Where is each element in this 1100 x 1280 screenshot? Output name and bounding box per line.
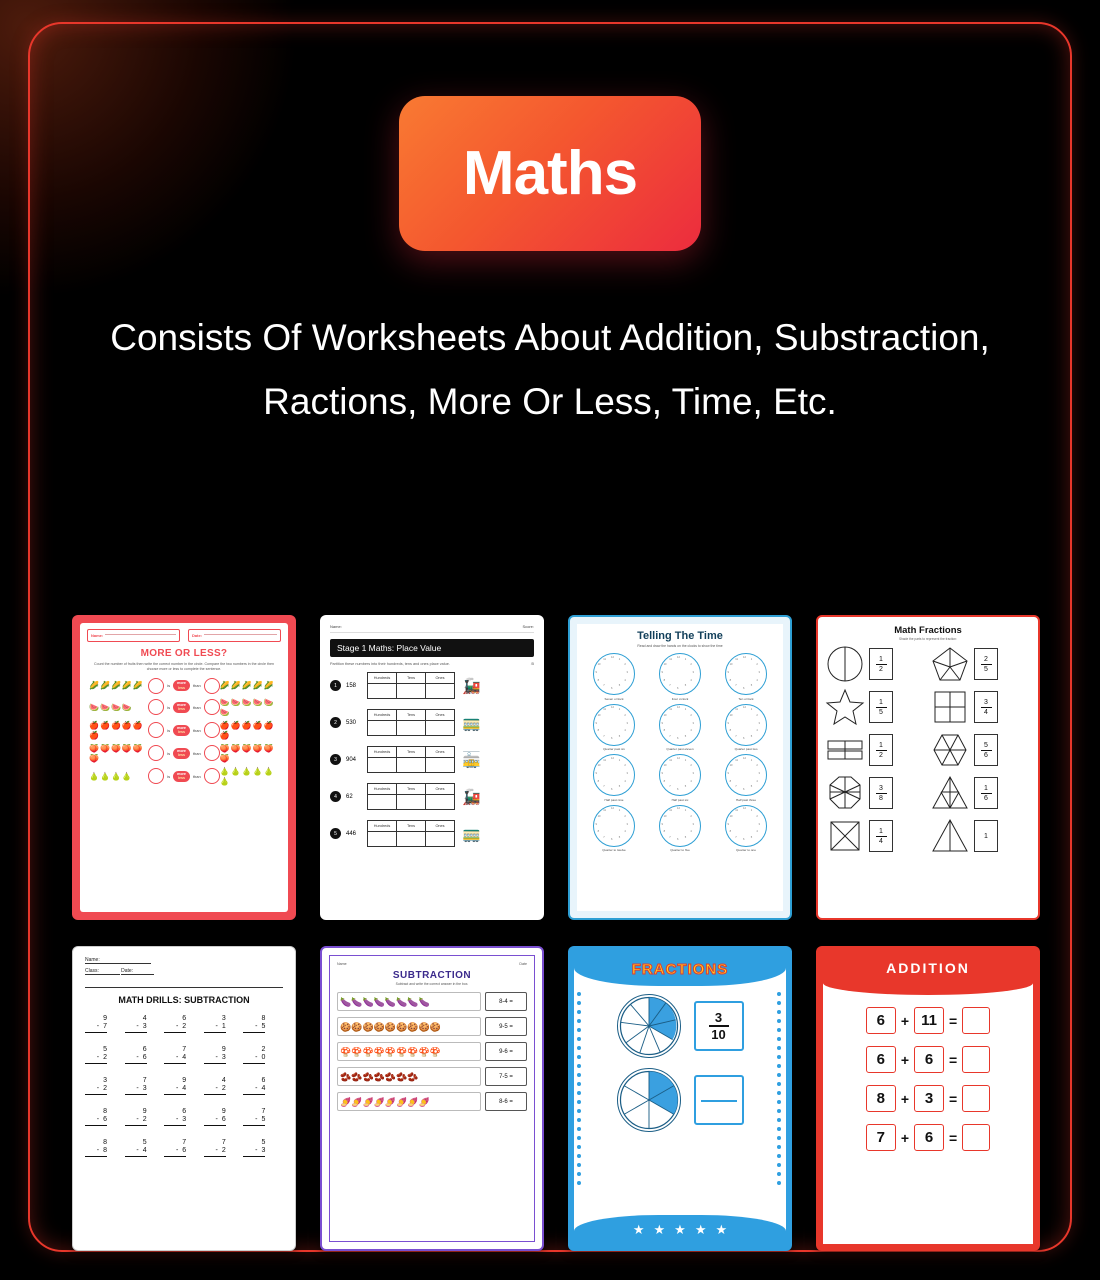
object-group: 🍄 🍄 🍄 🍄 🍄 🍄 🍄 🍄 🍄 <box>337 1042 481 1061</box>
plus-sign: + <box>900 1012 909 1029</box>
problem: 3 - 2 <box>85 1077 107 1095</box>
score-label: Score: <box>522 624 534 629</box>
train-icon: 🚋 <box>462 751 481 769</box>
clock-item[interactable]: 1 2 3 4 5 6 7 8 9 10 11 12 Half past six <box>648 754 712 802</box>
problem-grid <box>85 1015 283 1157</box>
answer-circle-left[interactable] <box>148 768 164 784</box>
operand-b: 6 <box>914 1124 944 1151</box>
star-icon: ★ <box>715 1222 728 1237</box>
place-value-table[interactable]: Hundreds Tens Ones <box>367 672 455 699</box>
clock-face-icon[interactable]: 1 2 3 4 5 6 7 8 9 10 11 12 <box>659 704 701 746</box>
question-row: 🍐 🍐 🍐 🍐 is more less than 🍐 🍐 🍐 🍐 🍐 🍐 <box>89 767 279 786</box>
answer-box[interactable] <box>962 1124 990 1151</box>
question-row <box>337 1092 527 1111</box>
item-value: 446 <box>346 830 357 837</box>
answer-box[interactable]: 7-5 = <box>485 1067 527 1086</box>
item-value: 62 <box>346 793 353 800</box>
pie-chart-icon <box>617 1068 681 1132</box>
operand-b: 3 <box>914 1085 944 1112</box>
clock-face-icon[interactable]: 1 2 3 4 5 6 7 8 9 10 11 12 <box>593 805 635 847</box>
fraction-value: 5 6 <box>974 734 998 766</box>
operand-b: 6 <box>914 1046 944 1073</box>
problem: 8 - 8 <box>85 1139 107 1157</box>
fruit-group-left: 🍉 🍉 🍉 🍉 <box>89 702 132 712</box>
item-value: 158 <box>346 682 357 689</box>
page-subtitle: Consists Of Worksheets About Addition, Substraction, Ractions, More Or Less, Time, Etc. <box>110 317 990 422</box>
more-less-choice[interactable]: more less <box>173 680 190 691</box>
operand-a: 7 <box>866 1124 896 1151</box>
clock-face-icon[interactable]: 1 2 3 4 5 6 7 8 9 10 11 12 <box>659 754 701 796</box>
octagon-shape-icon <box>825 774 865 812</box>
fraction-value: 1 6 <box>974 777 998 809</box>
clock-item[interactable]: 1 2 3 4 5 6 7 8 9 10 11 12 Half past three <box>714 754 778 802</box>
question-row: 🍑 🍑 🍑 🍑 🍑 🍑 is more less than 🍑 🍑 🍑 🍑 🍑 🍑 <box>89 744 279 763</box>
fraction-item <box>825 645 926 683</box>
question-row <box>337 1017 527 1036</box>
table-row <box>330 783 534 810</box>
problem: 6 - 3 <box>164 1108 186 1126</box>
fruit-group-right: 🍐 🍐 🍐 🍐 🍐 🍐 <box>219 766 274 786</box>
fruit-group-right: 🍉 🍉 🍉 🍉 🍉 🍉 <box>219 697 274 717</box>
operand-a: 8 <box>866 1085 896 1112</box>
item-number: 3 <box>330 754 341 765</box>
fruit-group-left: 🌽 🌽 🌽 🌽 🌽 <box>89 681 143 691</box>
clock-item[interactable]: 1 2 3 4 5 6 7 8 9 10 11 12 Seven o'clock <box>582 653 646 701</box>
clock-face-icon[interactable]: 1 2 3 4 5 6 7 8 9 10 11 12 <box>725 754 767 796</box>
worksheet-card-subtraction[interactable] <box>320 946 544 1251</box>
answer-box[interactable]: 9-6 = <box>485 1042 527 1061</box>
pentagon-shape-icon <box>930 645 970 683</box>
fruit-group-left: 🍐 🍐 🍐 🍐 <box>89 771 132 781</box>
answer-box-empty[interactable] <box>694 1075 744 1125</box>
question-row <box>337 1067 527 1086</box>
problem: 7 - 3 <box>125 1077 147 1095</box>
answer-circle-right[interactable] <box>204 745 220 761</box>
fruit-group-left: 🍎 🍎 🍎 🍎 🍎 🍎 <box>89 720 143 740</box>
fruit-group-right: 🍑 🍑 🍑 🍑 🍑 🍑 <box>219 743 274 763</box>
fraction-value: 3 4 <box>974 691 998 723</box>
question-row <box>337 992 527 1011</box>
item-number: 2 <box>330 717 341 728</box>
answer-box[interactable]: 8-6 = <box>485 1092 527 1111</box>
clock-face-icon[interactable]: 1 2 3 4 5 6 7 8 9 10 11 12 <box>725 704 767 746</box>
triangle-whole-shape-icon <box>930 817 970 855</box>
item-number: 1 <box>330 680 341 691</box>
answer-box[interactable] <box>962 1046 990 1073</box>
clock-face-icon[interactable]: 1 2 3 4 5 6 7 8 9 10 11 12 <box>659 653 701 695</box>
answer-circle-left[interactable] <box>148 699 164 715</box>
answer-box[interactable]: 9-5 = <box>485 1017 527 1036</box>
clock-face-icon[interactable]: 1 2 3 4 5 6 7 8 9 10 11 12 <box>725 805 767 847</box>
fruit-group-right: 🌽 🌽 🌽 🌽 🌽 <box>219 681 274 691</box>
star-icon: ★ <box>653 1222 666 1237</box>
problem: 6 - 4 <box>243 1077 265 1095</box>
answer-box[interactable]: 8-4 = <box>485 992 527 1011</box>
answer-circle-left[interactable] <box>148 722 164 738</box>
item-value: 904 <box>346 756 357 763</box>
clock-item[interactable]: 1 2 3 4 5 6 7 8 9 10 11 12 Quarter to twelve <box>582 805 646 853</box>
class-field[interactable]: Class: <box>85 968 120 975</box>
question-row: 🌽 🌽 🌽 🌽 🌽 is more less than 🌽 🌽 🌽 🌽 🌽 <box>89 678 279 694</box>
clock-item[interactable]: 1 2 3 4 5 6 7 8 9 10 11 12 Quarter past six <box>582 704 646 752</box>
table-row <box>330 746 534 773</box>
fraction-value: 3 8 <box>869 777 893 809</box>
operand-a: 6 <box>866 1007 896 1034</box>
square4-shape-icon <box>825 817 865 855</box>
problem: 6 - 6 <box>125 1046 147 1064</box>
answer-circle-left[interactable] <box>148 745 164 761</box>
worksheet-title: Math Fractions <box>894 625 962 636</box>
maths-badge <box>399 96 701 251</box>
worksheet-instructions: Subtract and write the correct answer in the box. <box>395 982 469 986</box>
fraction-value: 1 4 <box>869 820 893 852</box>
equals-sign: = <box>949 1012 958 1029</box>
answer-circle-right[interactable] <box>204 768 220 784</box>
clock-item[interactable]: 1 2 3 4 5 6 7 8 9 10 11 12 Half past nine <box>582 754 646 802</box>
addition-row <box>837 1085 1019 1112</box>
fraction-item <box>825 731 926 769</box>
name-field[interactable]: Name: <box>87 629 180 642</box>
clock-face-icon[interactable]: 1 2 3 4 5 6 7 8 9 10 11 12 <box>659 805 701 847</box>
date-field[interactable]: Date: <box>121 968 154 975</box>
item-number: 4 <box>330 791 341 802</box>
worksheet-instructions: Count the number of fruits then write the correct number in the circle. Compare the two numbers in the circle then choose more or less to complete the sentence. <box>94 662 274 672</box>
marks: /5 <box>530 662 534 666</box>
worksheet-header <box>574 952 786 986</box>
hexagon-shape-icon <box>930 731 970 769</box>
equals-sign: = <box>949 1129 958 1146</box>
star-shape-icon <box>825 688 865 726</box>
train-icon: 🚃 <box>462 825 481 843</box>
problem: 6 - 2 <box>164 1015 186 1033</box>
worksheet-card-addition[interactable] <box>816 946 1040 1251</box>
question-row: 🍎 🍎 🍎 🍎 🍎 🍎 is more less than 🍎 🍎 🍎 🍎 🍎 🍎 <box>89 721 279 740</box>
pie-chart-icon <box>617 994 681 1058</box>
fraction-item <box>930 774 1031 812</box>
name-label: Name: <box>330 624 342 629</box>
worksheet-instructions: Read and draw the hands on the clocks to show the time <box>637 644 723 648</box>
worksheet-card-math-drills[interactable] <box>72 946 296 1251</box>
more-less-choice[interactable]: more less <box>173 702 190 713</box>
worksheet-card-math-fractions[interactable] <box>816 615 1040 920</box>
fraction-item <box>930 645 1031 683</box>
clock-item[interactable]: 1 2 3 4 5 6 7 8 9 10 11 12 Quarter past two <box>714 704 778 752</box>
problem: 5 - 3 <box>243 1139 265 1157</box>
clock-item[interactable]: 1 2 3 4 5 6 7 8 9 10 11 12 Quarter to one <box>714 805 778 853</box>
problem: 8 - 6 <box>85 1108 107 1126</box>
problem: 9 - 7 <box>85 1015 107 1033</box>
plus-sign: + <box>900 1051 909 1068</box>
train-icon: 🚂 <box>462 677 481 695</box>
worksheet-grid <box>72 615 1028 1251</box>
train-icon: 🚂 <box>462 788 481 806</box>
badge-title: Maths <box>462 139 638 208</box>
problem: 7 - 6 <box>164 1139 186 1157</box>
clock-item[interactable]: 1 2 3 4 5 6 7 8 9 10 11 12 Ten o'clock <box>714 653 778 701</box>
worksheet-title: Telling The Time <box>637 630 723 642</box>
question-row <box>337 1042 527 1061</box>
operand-a: 6 <box>866 1046 896 1073</box>
star-icon: ★ <box>632 1222 645 1237</box>
table-row <box>330 672 534 699</box>
star-footer <box>574 1215 786 1245</box>
problem: 9 - 6 <box>204 1108 226 1126</box>
worksheet-title: FRACTIONS <box>631 960 729 978</box>
worksheet-title: Stage 1 Maths: Place Value <box>330 639 534 657</box>
worksheet-card-telling-the-time[interactable] <box>568 615 792 920</box>
grid4-shape-icon <box>930 688 970 726</box>
worksheet-title: SUBTRACTION <box>392 970 472 981</box>
clock-item[interactable]: 1 2 3 4 5 6 7 8 9 10 11 12 Four o'clock <box>648 653 712 701</box>
answer-circle-right[interactable] <box>204 678 220 694</box>
more-less-choice[interactable]: more less <box>173 725 190 736</box>
answer-box[interactable]: 3 10 <box>694 1001 744 1051</box>
fraction-item <box>825 774 926 812</box>
object-group: 🍆 🍆 🍆 🍆 🍆 🍆 🍆 🍆 <box>337 992 481 1011</box>
triangle-shape-icon <box>930 774 970 812</box>
place-value-table[interactable]: Hundreds Tens Ones <box>367 746 455 773</box>
question-row: 🍉 🍉 🍉 🍉 is more less than 🍉 🍉 🍉 🍉 🍉 🍉 <box>89 698 279 717</box>
fraction-value: 1 <box>974 820 998 852</box>
fraction-question <box>588 994 772 1058</box>
fraction-value: 1 2 <box>869 648 893 680</box>
problem: 4 - 3 <box>125 1015 147 1033</box>
fruit-group-left: 🍑 🍑 🍑 🍑 🍑 🍑 <box>89 743 143 763</box>
fraction-item <box>825 817 926 855</box>
worksheet-card-place-value[interactable] <box>320 615 544 920</box>
equals-sign: = <box>949 1090 958 1107</box>
name-label: Name <box>337 962 347 966</box>
bars-shape-icon <box>825 731 865 769</box>
clock-item[interactable]: 1 2 3 4 5 6 7 8 9 10 11 12 Quarter to five <box>648 805 712 853</box>
worksheet-card-more-or-less[interactable] <box>72 615 296 920</box>
object-group: 🍪 🍪 🍪 🍪 🍪 🍪 🍪 🍪 🍪 <box>337 1017 481 1036</box>
addition-row <box>837 1007 1019 1034</box>
equals-sign: = <box>949 1051 958 1068</box>
problem: 4 - 2 <box>204 1077 226 1095</box>
problem: 5 - 4 <box>125 1139 147 1157</box>
addition-row <box>837 1046 1019 1073</box>
problem: 7 - 4 <box>164 1046 186 1064</box>
worksheet-title: MATH DRILLS: SUBTRACTION <box>85 987 283 1005</box>
fruit-group-right: 🍎 🍎 🍎 🍎 🍎 🍎 <box>219 720 274 740</box>
worksheet-header <box>823 953 1033 983</box>
addition-row <box>837 1124 1019 1151</box>
object-group: 🍠 🍠 🍠 🍠 🍠 🍠 🍠 🍠 <box>337 1092 481 1111</box>
problem: 7 - 5 <box>243 1108 265 1126</box>
answer-box[interactable] <box>962 1007 990 1034</box>
clock-face-icon[interactable]: 1 2 3 4 5 6 7 8 9 10 11 12 <box>593 653 635 695</box>
table-row <box>330 709 534 736</box>
fraction-item <box>930 688 1031 726</box>
item-value: 530 <box>346 719 357 726</box>
problem: 9 - 2 <box>125 1108 147 1126</box>
fraction-value: 1 5 <box>869 691 893 723</box>
clock-face-icon[interactable]: 1 2 3 4 5 6 7 8 9 10 11 12 <box>593 754 635 796</box>
problem: 2 - 0 <box>243 1046 265 1064</box>
place-value-table[interactable]: Hundreds Tens Ones <box>367 709 455 736</box>
item-number: 5 <box>330 828 341 839</box>
problem: 9 - 3 <box>204 1046 226 1064</box>
date-field[interactable]: Date: <box>188 629 281 642</box>
answer-circle-right[interactable] <box>204 722 220 738</box>
train-icon: 🚃 <box>462 714 481 732</box>
date-label: Date <box>519 962 527 966</box>
problem: 8 - 5 <box>243 1015 265 1033</box>
place-value-table[interactable]: Hundreds Tens Ones <box>367 820 455 847</box>
place-value-table[interactable]: Hundreds Tens Ones <box>367 783 455 810</box>
problem: 7 - 2 <box>204 1139 226 1157</box>
more-less-choice[interactable]: more less <box>173 748 190 759</box>
fraction-value: 1 2 <box>869 734 893 766</box>
more-less-choice[interactable]: more less <box>173 771 190 782</box>
dot-border-right <box>777 992 783 1211</box>
plus-sign: + <box>900 1090 909 1107</box>
dot-border-left <box>577 992 583 1211</box>
fraction-item <box>825 688 926 726</box>
worksheet-title: MORE OR LESS? <box>140 648 228 659</box>
fraction-question <box>588 1068 772 1132</box>
star-icon: ★ <box>694 1222 707 1237</box>
circle-shape-icon <box>825 645 865 683</box>
answer-circle-left[interactable] <box>148 678 164 694</box>
worksheet-instructions: Shade the parts to represent the fraction: <box>899 637 957 641</box>
fraction-value: 2 5 <box>974 648 998 680</box>
operand-b: 11 <box>914 1007 944 1034</box>
answer-circle-right[interactable] <box>204 699 220 715</box>
fraction-item <box>930 731 1031 769</box>
answer-box[interactable] <box>962 1085 990 1112</box>
clock-face-icon[interactable]: 1 2 3 4 5 6 7 8 9 10 11 12 <box>593 704 635 746</box>
fraction-item <box>930 817 1031 855</box>
problem: 3 - 1 <box>204 1015 226 1033</box>
worksheet-title: ADDITION <box>886 960 970 976</box>
table-row <box>330 820 534 847</box>
worksheet-card-fractions[interactable] <box>568 946 792 1251</box>
clock-item[interactable]: 1 2 3 4 5 6 7 8 9 10 11 12 Quarter past eleven <box>648 704 712 752</box>
object-group: 🫘 🫘 🫘 🫘 🫘 🫘 🫘 <box>337 1067 481 1086</box>
problem: 9 - 4 <box>164 1077 186 1095</box>
plus-sign: + <box>900 1129 909 1146</box>
star-icon: ★ <box>674 1222 686 1237</box>
worksheet-instructions: Partition these numbers into their hundreds, tens and ones place value. <box>330 662 450 666</box>
header-wave <box>823 983 1033 995</box>
clock-face-icon[interactable]: 1 2 3 4 5 6 7 8 9 10 11 12 <box>725 653 767 695</box>
name-field[interactable]: Name: <box>85 957 151 964</box>
problem: 5 - 2 <box>85 1046 107 1064</box>
